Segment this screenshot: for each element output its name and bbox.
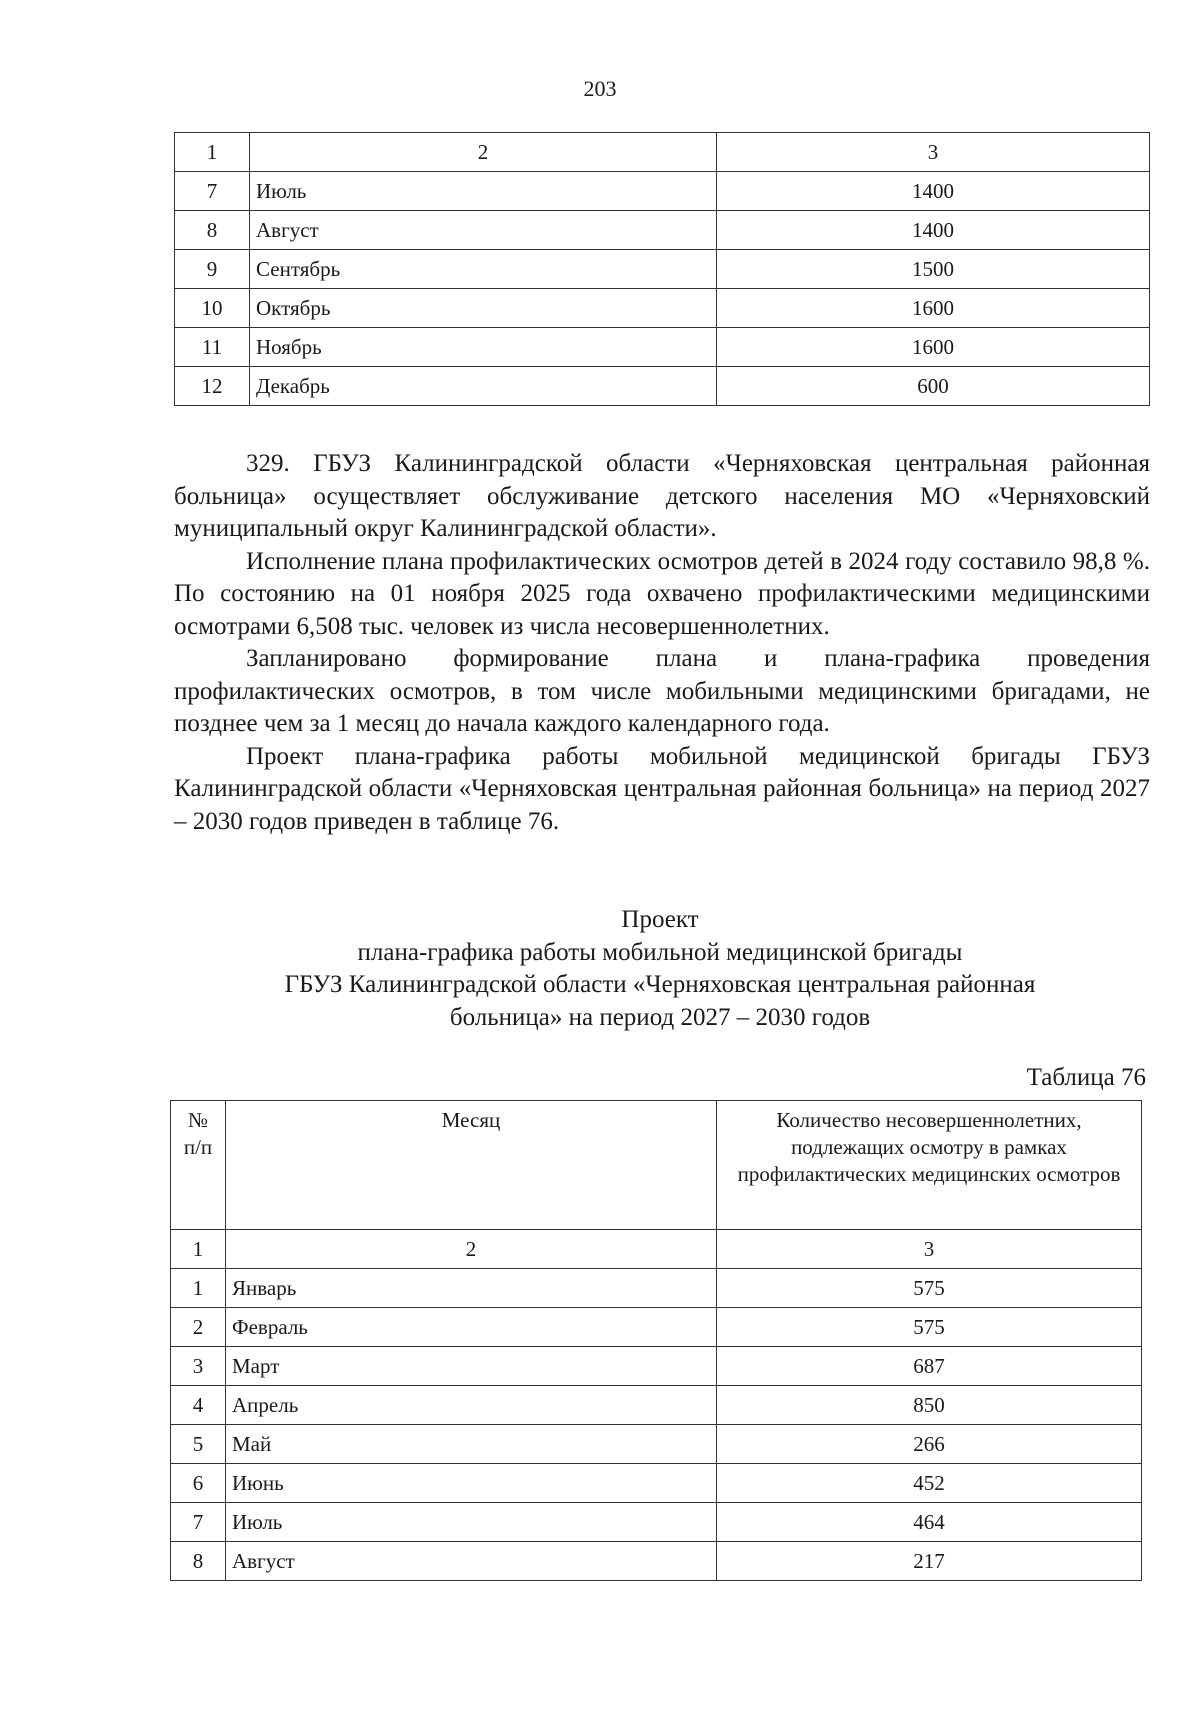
row-number: 4 [171, 1386, 226, 1425]
table-row [171, 1503, 1142, 1542]
paragraph: Исполнение плана профилактических осмотров детей в 2024 году составило 98,8 %. По состоянию на 01 ноября 2025 года охвачено профилактическими медицинскими осмотрами 6,508 тыс. человек из числа несовершеннолетних. [174, 547, 1150, 640]
schedule-table-continued [174, 132, 1150, 406]
row-month: Август [250, 211, 717, 250]
row-number: 8 [171, 1542, 226, 1581]
row-value: 575 [717, 1269, 1142, 1308]
table-caption: Таблица 76 [1026, 1064, 1146, 1091]
title-line: Проект [621, 906, 699, 933]
row-month: Октябрь [250, 289, 717, 328]
column-number: 3 [717, 133, 1150, 172]
row-value: 1400 [717, 172, 1150, 211]
row-value: 464 [717, 1503, 1142, 1542]
schedule-table-76 [170, 1100, 1142, 1581]
header-month: Месяц [226, 1101, 717, 1230]
row-month: Декабрь [250, 367, 717, 406]
row-month: Февраль [226, 1308, 717, 1347]
column-number: 1 [171, 1230, 226, 1269]
row-month: Ноябрь [250, 328, 717, 367]
row-number: 7 [175, 172, 250, 211]
paragraph: Проект плана-графика работы мобильной медицинской бригады ГБУЗ Калининградской области «Черняховская центральная районная больница» на период 2027 – 2030 годов приведен в таблице 76. [174, 742, 1150, 835]
row-number: 3 [171, 1347, 226, 1386]
row-number: 12 [175, 367, 250, 406]
row-value: 600 [717, 367, 1150, 406]
row-value: 217 [717, 1542, 1142, 1581]
row-value: 1600 [717, 328, 1150, 367]
table-column-numbers [175, 133, 1150, 172]
row-value: 266 [717, 1425, 1142, 1464]
row-number: 5 [171, 1425, 226, 1464]
column-number: 2 [226, 1230, 717, 1269]
row-value: 1500 [717, 250, 1150, 289]
row-number: 10 [175, 289, 250, 328]
row-value: 687 [717, 1347, 1142, 1386]
row-number: 7 [171, 1503, 226, 1542]
row-month: Июль [226, 1503, 717, 1542]
row-value: 452 [717, 1464, 1142, 1503]
row-month: Март [226, 1347, 717, 1386]
table-column-numbers [171, 1230, 1142, 1269]
body-text [174, 448, 1150, 838]
table-row [171, 1386, 1142, 1425]
table-row [171, 1425, 1142, 1464]
table-row [171, 1542, 1142, 1581]
row-number: 6 [171, 1464, 226, 1503]
row-value: 1600 [717, 289, 1150, 328]
table-row [171, 1347, 1142, 1386]
row-month: Январь [226, 1269, 717, 1308]
paragraph: 329. ГБУЗ Калининградской области «Черняховская центральная районная больница» осуществляет обслуживание детского населения МО «Черняховский муниципальный округ Калининградской области». [174, 450, 1150, 542]
column-number: 1 [175, 133, 250, 172]
table-row [175, 289, 1150, 328]
row-number: 8 [175, 211, 250, 250]
header-number: № п/п [171, 1101, 226, 1230]
title-line: ГБУЗ Калининградской области «Черняховская центральная районная [284, 971, 1036, 998]
page-number: 203 [583, 76, 617, 101]
title-line: плана-графика работы мобильной медицинской бригады [357, 938, 963, 966]
table-row [175, 328, 1150, 367]
row-month: Июнь [226, 1464, 717, 1503]
row-month: Апрель [226, 1386, 717, 1425]
row-number: 1 [171, 1269, 226, 1308]
title-line: больница» на период 2027 – 2030 годов [449, 1003, 871, 1031]
row-month: Сентябрь [250, 250, 717, 289]
table-row [175, 211, 1150, 250]
table-row [175, 172, 1150, 211]
row-number: 2 [171, 1308, 226, 1347]
table-title [0, 904, 1200, 1034]
row-number: 9 [175, 250, 250, 289]
row-value: 850 [717, 1386, 1142, 1425]
table-row [171, 1269, 1142, 1308]
header-count: Количество несовершеннолетних, подлежащих осмотру в рамках профилактических медицинских осмотров [717, 1101, 1142, 1230]
table-row [175, 367, 1150, 406]
column-number: 3 [717, 1230, 1142, 1269]
table-header [171, 1101, 1142, 1230]
row-month: Май [226, 1425, 717, 1464]
table-row [171, 1464, 1142, 1503]
row-month: Август [226, 1542, 717, 1581]
row-value: 575 [717, 1308, 1142, 1347]
table-row [175, 250, 1150, 289]
row-value: 1400 [717, 211, 1150, 250]
table-row [171, 1308, 1142, 1347]
row-month: Июль [250, 172, 717, 211]
row-number: 11 [175, 328, 250, 367]
paragraph: Запланировано формирование плана и плана-графика проведения профилактических осмотров, в том числе мобильными медицинскими бригадами, не позднее чем за 1 месяц до начала каждого календарного года. [174, 645, 1150, 737]
column-number: 2 [250, 133, 717, 172]
